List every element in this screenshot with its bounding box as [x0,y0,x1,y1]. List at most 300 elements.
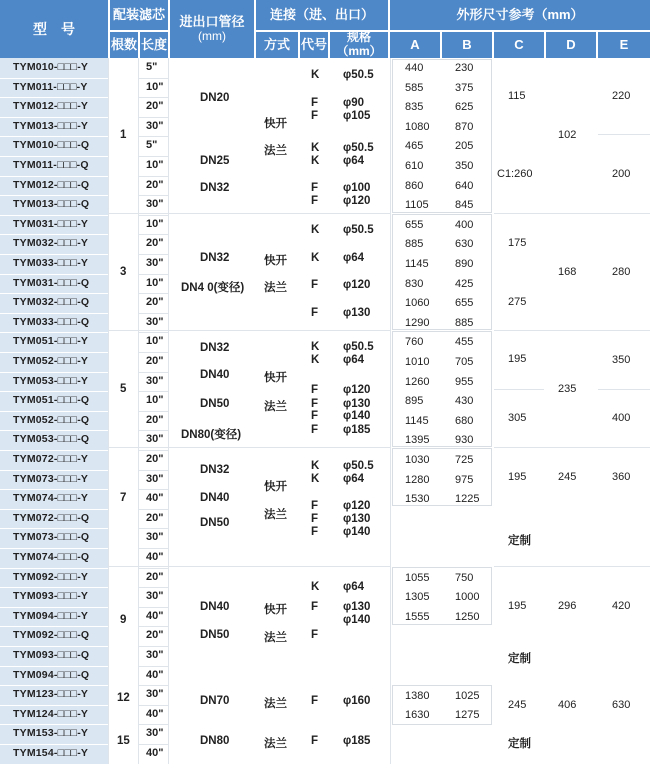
count-cell: 9 [120,614,127,626]
dim-a-cell: 895 [405,395,424,408]
method-cell: 快开 [264,372,287,384]
model-name: TYM072-□□□-Y [13,453,89,465]
dim-d-cell: 296 [558,600,577,612]
method-cell: 法兰 [264,632,287,644]
length-cell: 40" [146,609,164,622]
header-connection-group-label: 连接（进、出口） [269,6,374,22]
dim-e-cell: 220 [612,90,631,102]
model-name: TYM012-□□□-Q [13,178,90,191]
dims-line-e1 [598,134,650,135]
code-cell: F [311,424,319,436]
model-name: TYM052-□□□-Y [13,355,89,367]
code-cell: F [311,513,319,525]
model-name: TYM010-□□□-Q [13,139,90,152]
dim-c-cell: 175 [508,237,527,249]
length-cell: 20" [146,178,164,191]
dim-c-cell: 195 [508,600,527,612]
spec-cell: φ140 [343,526,371,538]
dim-c-cell: 305 [508,412,527,424]
spec-cell: φ140 [343,614,371,626]
dim-a-cell: 835 [405,101,424,114]
model-name: TYM093-□□□-Y [13,590,89,603]
dim-b-cell: 1000 [455,591,480,604]
spec-cell: φ185 [343,735,371,747]
row-separator [139,254,168,255]
length-cell: 10" [146,80,164,93]
dim-e-cell: 400 [612,412,631,424]
header-method [256,32,298,58]
row-separator [139,411,168,412]
dim-d-cell: 406 [558,699,577,711]
header-dim-b-label: B [462,36,472,52]
length-cell: 5" [146,139,158,152]
row-separator [0,332,108,333]
row-separator [0,391,108,392]
dim-d-cell: 168 [558,266,577,278]
spec-cell: φ50.5 [343,69,374,81]
length-cell: 30" [146,688,164,701]
dim-b-cell: 1025 [455,690,480,702]
code-cell: F [311,398,319,410]
code-cell: F [311,97,319,109]
row-separator [139,430,168,431]
row-separator [0,509,108,510]
row-separator [139,666,168,667]
dim-a-cell: 610 [405,160,424,172]
pipe-cell: DN32 [200,464,230,476]
header-code [300,32,328,58]
code-cell: K [311,473,320,485]
code-cell: K [311,224,320,236]
header-dims-group [390,0,650,30]
dim-a-cell: 465 [405,140,424,153]
model-name: TYM073-□□□-Y [13,472,89,485]
header-dim-d-label: D [566,36,576,52]
dim-c-cell: 定制 [508,535,531,547]
row-separator [0,274,108,275]
header-dim-c-label: C [514,36,524,52]
row-separator [139,78,168,79]
dim-b-cell: 1250 [455,610,480,623]
dim-b-cell: 890 [455,258,474,270]
model-name: TYM033-□□□-Q [13,315,90,328]
dims-line-4 [494,566,650,567]
length-cell: 30" [146,727,164,740]
dim-b-cell: 430 [455,395,474,408]
header-dim-d [546,32,596,58]
pipe-cell: DN80 [200,735,230,747]
dim-a-cell: 1395 [405,434,430,447]
header-dim-b [442,32,492,58]
spec-cell: φ50.5 [343,341,374,353]
row-separator [139,234,168,235]
model-name: TYM094-□□□-Y [13,609,89,622]
row-separator [0,411,108,412]
count-cell: 7 [120,492,127,504]
spec-cell: φ140 [343,410,371,422]
row-separator [139,646,168,647]
model-name: TYM123-□□□-Y [13,688,89,701]
header-code-label: 代号 [300,36,327,52]
group-line-3 [109,447,390,448]
header-spec [330,32,388,58]
length-cell: 10" [146,217,164,230]
code-cell: K [311,341,320,353]
dim-a-cell: 1380 [405,690,430,702]
row-separator [0,215,108,216]
length-cell: 10" [146,335,164,348]
code-cell: K [311,142,320,154]
pipe-cell: DN50 [200,517,230,529]
pipe-cell: DN80(变径) [181,429,242,441]
row-separator [0,528,108,529]
pipe-cell: DN40 [200,492,230,504]
model-name: TYM092-□□□-Q [13,629,90,642]
row-separator [139,705,168,706]
code-cell: F [311,695,319,707]
row-separator [0,136,108,137]
dims-line-2 [494,330,650,331]
spec-cell: φ64 [343,252,365,264]
group-line-1 [109,213,390,214]
length-cell: 30" [146,315,164,328]
spec-cell: φ50.5 [343,142,374,154]
dims-line-e2 [598,389,650,390]
dim-b-cell: 680 [455,414,474,427]
header-pipe [170,0,254,58]
length-cell: 30" [146,119,164,132]
row-separator [139,195,168,196]
code-cell: F [311,735,319,747]
dim-a-cell: 1555 [405,610,430,623]
model-name: TYM153-□□□-Y [13,727,89,740]
dim-d-cell: 245 [558,471,577,483]
header-length-label: 长度 [140,36,167,52]
model-name: TYM073-□□□-Q [13,531,90,544]
length-cell: 10" [146,159,164,171]
row-separator [139,136,168,137]
length-cell: 30" [146,257,164,269]
row-separator [139,489,168,490]
method-cell: 快开 [264,118,287,130]
length-cell: 10" [146,394,164,407]
dim-b-cell: 350 [455,160,474,172]
dim-b-cell: 400 [455,218,474,231]
model-name: TYM051-□□□-Y [13,335,89,348]
row-separator [139,372,168,373]
model-name: TYM031-□□□-Q [13,276,90,289]
method-cell: 法兰 [264,698,287,710]
pipe-cell: DN25 [200,155,230,167]
dim-a-cell: 1305 [405,591,430,604]
length-cell: 30" [146,531,164,544]
dim-a-cell: 760 [405,336,424,349]
spec-cell: φ120 [343,195,371,207]
spec-cell: φ120 [343,500,371,512]
method-cell: 法兰 [264,509,287,521]
length-cell: 20" [146,511,164,524]
dim-d-cell: 102 [558,129,577,141]
header-count-label: 根数 [110,36,137,52]
method-cell: 法兰 [264,282,287,294]
length-cell: 40" [146,492,164,505]
spec-cell: φ130 [343,513,371,525]
dim-a-cell: 860 [405,179,424,192]
dim-b-cell: 1275 [455,709,480,721]
row-separator [139,156,168,157]
dim-a-cell: 830 [405,277,424,290]
spec-cell: φ64 [343,581,365,593]
dim-b-cell: 975 [455,473,474,486]
header-pipe-label: 进出口管径 [179,13,245,29]
row-separator [0,372,108,373]
model-name: TYM013-□□□-Q [13,198,90,211]
length-cell: 20" [146,453,164,465]
col-line-length [168,58,169,764]
length-cell: 20" [146,629,164,642]
header-method-label: 方式 [263,36,290,52]
length-cell: 30" [146,198,164,211]
code-cell: F [311,629,319,641]
dim-b-cell: 425 [455,277,474,290]
row-separator [139,587,168,588]
dim-a-cell: 1030 [405,454,430,466]
dim-b-cell: 640 [455,179,474,192]
dim-b-cell: 375 [455,81,474,94]
dim-b-cell: 630 [455,238,474,251]
row-separator [0,568,108,569]
dim-b-cell: 930 [455,434,474,447]
code-cell: F [311,526,319,538]
length-cell: 30" [146,433,164,446]
header-model [0,0,108,58]
header-dim-c [494,32,544,58]
dim-e-cell: 200 [612,168,631,180]
dim-e-cell: 350 [612,354,631,366]
row-separator [0,156,108,157]
col-line-model [108,58,109,764]
length-cell: 20" [146,296,164,309]
model-name: TYM053-□□□-Y [13,374,89,387]
row-separator [0,646,108,647]
header-pipe-unit: (mm) [198,28,226,43]
header-dim-a [390,32,440,58]
row-separator [139,607,168,608]
dim-b-cell: 955 [455,375,474,388]
method-cell: 法兰 [264,145,287,157]
length-cell: 20" [146,100,164,113]
pipe-cell: DN40 [200,369,230,381]
dim-c-cell: 195 [508,353,527,365]
row-separator [0,587,108,588]
pipe-cell: DN40 [200,601,230,613]
row-separator [139,293,168,294]
group-line-4 [109,566,390,567]
count-cell: 1 [120,129,127,141]
model-name: TYM032-□□□-Q [13,296,90,309]
model-name: TYM092-□□□-Y [13,570,89,583]
spec-cell: φ120 [343,384,371,396]
spec-cell: φ120 [343,279,371,291]
model-name: TYM124-□□□-Y [13,707,89,720]
code-cell: F [311,500,319,512]
length-cell: 20" [146,355,164,367]
spec-cell: φ50.5 [343,460,374,472]
header-model-label: 型 号 [33,20,75,37]
row-separator [0,293,108,294]
row-separator [139,391,168,392]
col-line-dims [390,58,391,764]
row-separator [0,195,108,196]
header-dim-a-label: A [410,36,420,52]
dim-a-cell: 1010 [405,356,430,368]
dim-b-cell: 1225 [455,493,480,506]
row-separator [0,430,108,431]
row-separator [139,528,168,529]
model-name: TYM013-□□□-Y [13,119,89,132]
count-cell: 3 [120,266,127,278]
model-name: TYM051-□□□-Q [13,394,90,407]
row-separator [0,724,108,725]
length-cell: 40" [146,668,164,681]
dim-a-cell: 1630 [405,709,430,721]
row-separator [139,274,168,275]
dim-a-cell: 440 [405,62,424,74]
code-cell: K [311,252,320,264]
pipe-cell: DN32 [200,252,230,264]
row-separator [0,352,108,353]
length-cell: 10" [146,276,164,289]
row-separator [139,744,168,745]
code-cell: K [311,460,320,472]
dim-e-cell: 280 [612,266,631,278]
row-separator [0,313,108,314]
row-separator [0,450,108,451]
row-separator [139,352,168,353]
model-name: TYM011-□□□-Y [13,80,88,93]
code-cell: F [311,384,319,396]
count-cell: 15 [117,735,130,747]
model-name: TYM154-□□□-Y [13,747,89,759]
model-name: TYM032-□□□-Y [13,237,89,250]
dim-b-cell: 705 [455,356,474,368]
row-separator [0,685,108,686]
model-name: TYM093-□□□-Q [13,649,90,661]
code-cell: F [311,182,319,194]
spec-cell: φ90 [343,97,365,109]
row-separator [139,450,168,451]
spec-cell: φ185 [343,424,371,436]
method-cell: 快开 [264,255,287,267]
dim-a-cell: 885 [405,238,424,251]
length-cell: 30" [146,472,164,485]
code-cell: K [311,581,320,593]
method-cell: 快开 [264,481,287,493]
row-separator [0,470,108,471]
model-name: TYM094-□□□-Q [13,668,90,681]
dim-a-cell: 1055 [405,571,430,584]
dim-a-cell: 1105 [405,199,429,212]
model-name: TYM012-□□□-Y [13,100,89,113]
dim-c-cell: 115 [508,90,526,102]
spec-cell: φ100 [343,182,371,194]
model-name: TYM052-□□□-Q [13,413,90,426]
row-separator [139,313,168,314]
dim-b-cell: 455 [455,336,474,349]
dim-b-cell: 870 [455,120,474,133]
spec-cell: φ160 [343,695,371,707]
length-cell: 40" [146,747,164,759]
length-cell: 20" [146,570,164,583]
row-separator [0,548,108,549]
pipe-cell: DN4 0(变径) [181,282,245,294]
row-separator [139,117,168,118]
model-name: TYM074-□□□-Q [13,551,90,563]
code-cell: F [311,195,319,207]
length-cell: 30" [146,590,164,603]
dim-a-cell: 655 [405,218,424,231]
row-separator [0,607,108,608]
row-separator [139,685,168,686]
spec-cell: φ105 [343,110,371,122]
method-cell: 法兰 [264,401,287,413]
dim-a-cell: 1260 [405,375,430,388]
dim-b-cell: 205 [455,140,474,153]
dims-line-3 [494,447,650,448]
dim-a-cell: 585 [405,81,424,94]
length-cell: 30" [146,649,164,661]
code-cell: K [311,69,320,81]
length-cell: 20" [146,237,164,250]
row-separator [0,626,108,627]
code-cell: F [311,601,319,613]
row-separator [0,254,108,255]
dim-b-cell: 750 [455,571,474,584]
group-line-2 [109,330,390,331]
length-cell: 30" [146,374,164,387]
code-cell: F [311,410,319,422]
row-separator [139,509,168,510]
dim-b-cell: 230 [455,62,474,74]
count-cell: 12 [117,692,130,704]
spec-cell: φ130 [343,601,371,613]
dim-b-cell: 655 [455,297,474,310]
header-count [110,32,138,58]
row-separator [139,470,168,471]
pipe-cell: DN50 [200,629,230,641]
dim-b-cell: 885 [455,316,474,329]
header-filter-group [110,0,168,30]
dim-b-cell: 625 [455,101,474,114]
length-cell: 20" [146,413,164,426]
header-connection-group [256,0,388,30]
pipe-cell: DN50 [200,398,230,410]
pipe-cell: DN32 [200,342,230,354]
header-dim-e [598,32,650,58]
method-cell: 法兰 [264,738,287,750]
header-dim-e-label: E [619,36,629,52]
dim-c-cell: 195 [508,471,527,483]
header-length [140,32,168,58]
pipe-cell: DN70 [200,695,230,707]
row-separator [0,176,108,177]
length-cell: 40" [146,707,164,720]
model-name: TYM072-□□□-Q [13,511,90,524]
row-separator [0,117,108,118]
length-cell: 5" [146,61,158,73]
code-cell: K [311,354,320,366]
row-separator [139,724,168,725]
